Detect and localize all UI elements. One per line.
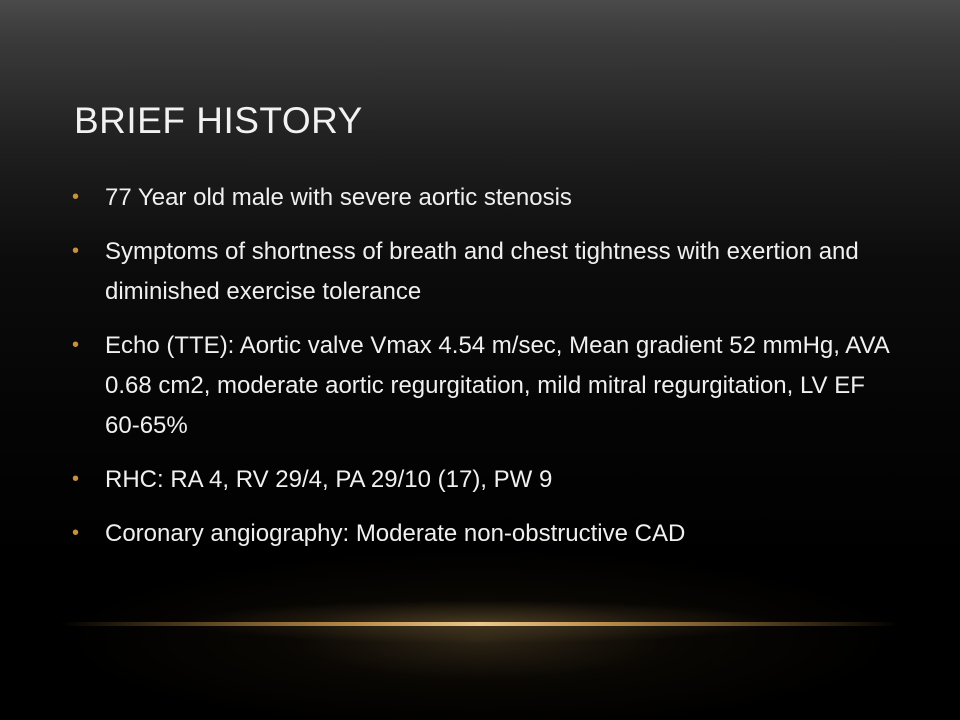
- bullet-text: 77 Year old male with severe aortic stenosis: [105, 184, 572, 211]
- bullet-item: [72, 232, 892, 312]
- bullet-item: [72, 178, 892, 218]
- bullet-dot-icon: •: [72, 240, 80, 262]
- bullet-item: [72, 460, 892, 500]
- bullet-dot-icon: •: [72, 334, 80, 356]
- bullet-item: [72, 326, 892, 446]
- bullet-text: Coronary angiography: Moderate non-obstructive CAD: [105, 520, 686, 547]
- bullet-dot-icon: •: [72, 522, 80, 544]
- bullet-dot-icon: •: [72, 186, 80, 208]
- slide-title: BRIEF HISTORY: [74, 100, 363, 141]
- bullet-text: RHC: RA 4, RV 29/4, PA 29/10 (17), PW 9: [105, 466, 553, 493]
- bullet-text: Echo (TTE): Aortic valve Vmax 4.54 m/sec, Mean gradient 52 mmHg, AVA 0.68 cm2, moderate aortic regurgitation, mild mitral regurgitation, LV EF 60-65%: [105, 332, 889, 439]
- bullet-list: [72, 178, 892, 568]
- bullet-dot-icon: •: [72, 468, 80, 490]
- bullet-text: Symptoms of shortness of breath and chest tightness with exertion and diminished exercise tolerance: [105, 238, 859, 305]
- bullet-item: [72, 514, 892, 554]
- decorative-divider-line: [60, 622, 900, 626]
